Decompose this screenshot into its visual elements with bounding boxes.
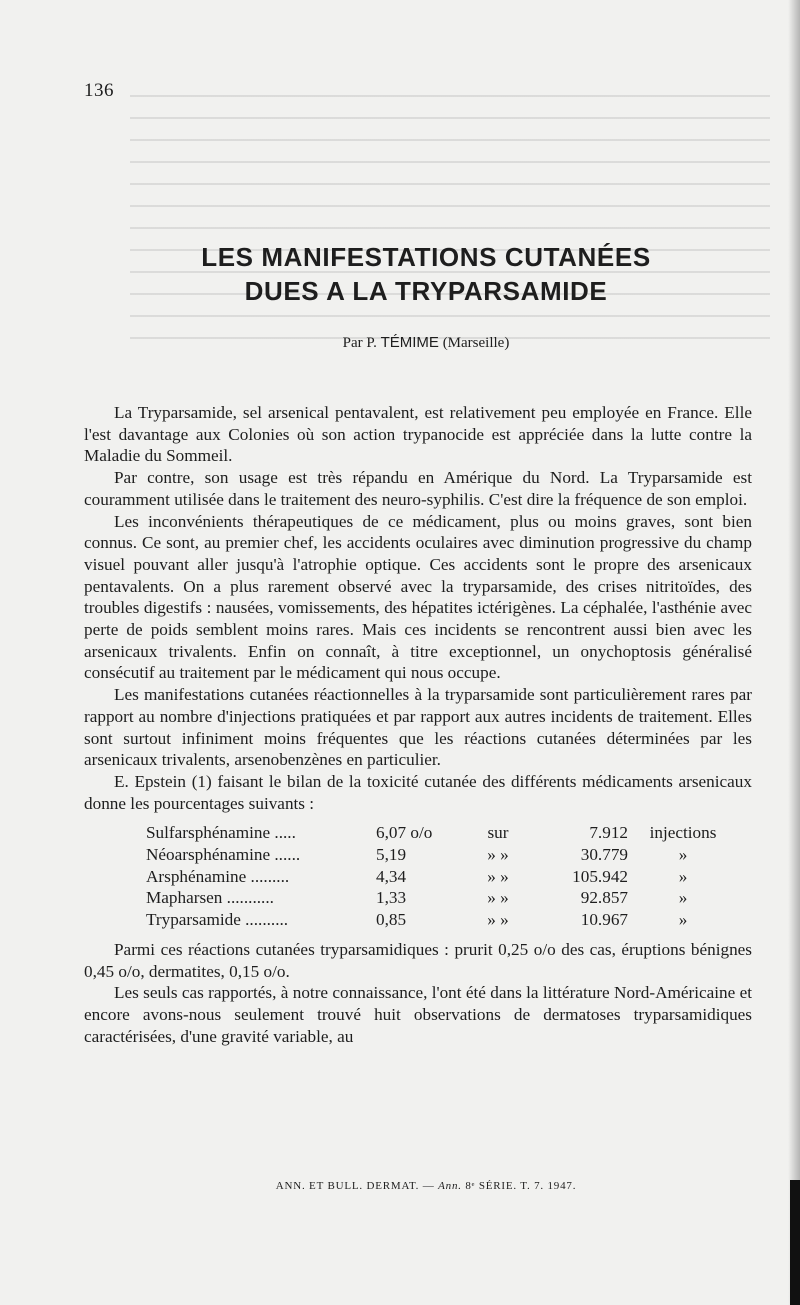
paragraph: Parmi ces réactions cutanées tryparsamidiques : prurit 0,25 o/o des cas, éruptions bénignes 0,45 o/o, dermatites, 0,15 o/o. (84, 939, 752, 981)
author-prefix: Par P. (342, 335, 377, 351)
toxicity-table (146, 822, 728, 931)
drug-name: Sulfarsphénamine ..... (146, 823, 296, 843)
author-affiliation: (Marseille) (442, 335, 510, 351)
injections-label: injections (649, 823, 717, 843)
ditto-sur: » » (487, 910, 509, 930)
table-row (146, 887, 728, 909)
page-edge-shadow (788, 0, 800, 1305)
table-row (146, 909, 728, 931)
drug-name: Tryparsamide .......... (146, 910, 289, 930)
drug-percentage: 4,34 (376, 866, 407, 886)
footer-series: 8ᵉ SÉRIE. T. 7. 1947. (465, 1180, 577, 1192)
bleed-through-texture (130, 95, 770, 355)
drug-percentage: 0,85 (376, 910, 407, 930)
injections-label: » (678, 845, 688, 865)
drug-name: Arsphénamine ......... (146, 866, 290, 886)
paragraph: La Tryparsamide, sel arsenical pentavalent, est relativement peu employée en France. Elle l'est davantage aux Colonies où son action trypanocide est appréciée dans la lutte contre la Maladie du Sommeil. (84, 403, 752, 466)
page-number: 136 (84, 80, 114, 101)
paragraph: Les inconvénients thérapeutiques de ce médicament, plus ou moins graves, sont bien connus. Ce sont, au premier chef, les accidents oculaires avec diminution progressive du champ visuel pouvant aller jusqu'à l'atrophie optique. Ces accidents sont le propre des arsenicaux pentavalents. On a plus rarement observé avec la tryparsamide, des crises nitritoïdes, des troubles digestifs : nausées, vomissements, des hépatites ictérigènes. La céphalée, l'asthénie avec perte de poids semblent moins rares. Mais ces incidents se rencontrent aussi bien avec les arsenicaux trivalents. Enfin on connaît, à titre exceptionnel, un onychoptosis généralisé consécutif au traitement par le médicament qui nous occupe. (84, 511, 752, 683)
injections-label: » (678, 866, 688, 886)
table-row (146, 822, 728, 844)
paragraph: Les seuls cas rapportés, à notre connaissance, l'ont été dans la littérature Nord-Américaine et encore avons-nous seulement trouvé huit observations de dermatoses tryparsamidiques caractérisées, d'une gravité variable, au (84, 983, 752, 1046)
title-line-1: LES MANIFESTATIONS CUTANÉES (201, 242, 651, 272)
ditto-sur: sur (487, 823, 509, 843)
author-name: TÉMIME (380, 334, 439, 351)
injection-count: 105.942 (572, 866, 628, 886)
injection-count: 10.967 (580, 910, 628, 930)
journal-footer (84, 1180, 768, 1192)
drug-name: Mapharsen ........... (146, 888, 274, 908)
page-edge-mark (790, 1180, 800, 1305)
paragraph: Les manifestations cutanées réactionnelles à la tryparsamide sont particulièrement rares par rapport au nombre d'injections pratiquées et par rapport aux autres incidents de traitement. Elles sont surtout infiniment moins fréquentes que les réactions cutanées déterminées par les arsenicaux trivalents, arsenobenzènes en particulier. (84, 685, 752, 770)
drug-percentage: 1,33 (376, 888, 407, 908)
title-line-2: DUES A LA TRYPARSAMIDE (244, 276, 608, 306)
paragraph: E. Epstein (1) faisant le bilan de la toxicité cutanée des différents médicaments arsenicaux donne les pourcentages suivants : (84, 771, 752, 813)
injections-label: » (678, 888, 688, 908)
article-body (84, 402, 752, 1047)
drug-percentage: 6,07 o/o (376, 823, 433, 843)
paragraph: Par contre, son usage est très répandu en Amérique du Nord. La Tryparsamide est couramment utilisée dans le traitement des neuro-syphilis. C'est dire la fréquence de son emploi. (84, 468, 752, 509)
footer-italic: Ann. (438, 1180, 462, 1192)
drug-percentage: 5,19 (376, 845, 407, 865)
injections-label: » (678, 910, 688, 930)
injection-count: 92.857 (580, 888, 628, 908)
table-row (146, 866, 728, 888)
footer-journal: ANN. ET BULL. DERMAT. — (275, 1180, 435, 1192)
table-row (146, 844, 728, 866)
author-line (84, 334, 768, 352)
drug-name: Néoarsphénamine ...... (146, 845, 301, 865)
ditto-sur: » » (487, 888, 509, 908)
injection-count: 30.779 (580, 845, 628, 865)
ditto-sur: » » (487, 866, 509, 886)
article-title (84, 240, 768, 308)
ditto-sur: » » (487, 845, 509, 865)
injection-count: 7.912 (589, 823, 628, 843)
